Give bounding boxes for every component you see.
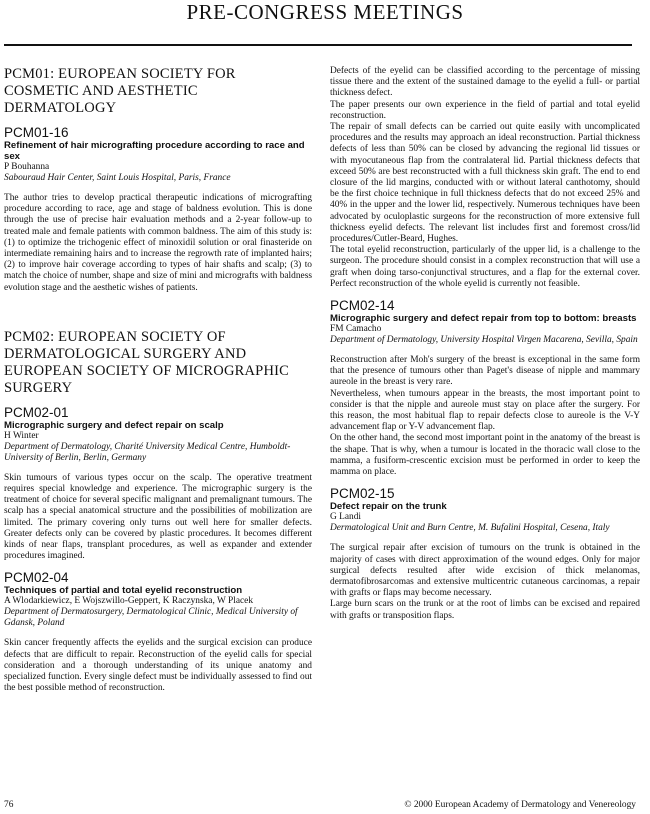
abstract-title: Techniques of partial and total eyelid reconstruction xyxy=(4,585,243,597)
continued-paragraph: The repair of small defects can be carried out quite easily with uncomplicated procedures and the results may approach an ideal reconstruction. Partial thickness defects of less than 50% can be closed by advancing the regional lid tissues or with myocutaneous flap from the contralateral lid. Partial thickness defects that exceed 50% are best reconstructed with a full thickness skin graft. The end to end closure of the lid margins, conducted with or without lateral canthotomy, should be the first choice technique in full thickness defects that do not exceed 25% and 40% in the upper and the lower lid, respectively. Numerous techniques have been advocated by oculoplastic surgeons for the reconstruction of more extensive full thickness eyelid defects. The relevant list includes first and foremost cross/lid procedures/Cutler-Beard, Hughes. xyxy=(330,122,640,245)
abstract-title: Refinement of hair micrografting procedure according to race and sex xyxy=(4,140,305,162)
abstract-affiliation: Dermatological Unit and Burn Centre, M. Bufalini Hospital, Cesena, Italy xyxy=(330,523,610,534)
abstract-code: PCM02-15 xyxy=(330,486,395,502)
abstract-affiliation: Department of Dermatosurgery, Dermatological Clinic, Medical University of Gdansk, Poland xyxy=(4,607,298,629)
abstract-pcm02-04-continued xyxy=(330,66,640,290)
section-heading-pcm02: PCM02: EUROPEAN SOCIETY OF DERMATOLOGICAL SURGERY AND EUROPEAN SOCIETY OF MICROGRAPHIC SURGERY xyxy=(4,328,290,396)
abstract-authors: P Bouhanna xyxy=(4,162,50,172)
page-number: 76 xyxy=(4,800,14,810)
abstract-authors: A Wlodarkiewicz, E Wojszwillo-Geppert, K Raczynska, W Placek xyxy=(4,596,254,607)
right-column xyxy=(330,66,640,622)
abstract-pcm01-16 xyxy=(4,125,312,294)
abstract-authors: G Landi xyxy=(330,512,361,523)
left-column xyxy=(4,66,312,694)
copyright-notice: © 2000 European Academy of Dermatology and Venereology xyxy=(404,800,636,810)
abstract-title: Micrographic surgery and defect repair on scalp xyxy=(4,419,224,431)
abstract-authors: FM Camacho xyxy=(330,324,382,335)
abstract-pcm02-15 xyxy=(330,486,640,621)
abstract-affiliation: Sabouraud Hair Center, Saint Louis Hospital, Paris, France xyxy=(4,173,231,183)
abstract-authors: H Winter xyxy=(4,430,39,441)
abstract-title: Defect repair on the trunk xyxy=(330,501,447,513)
abstract-body: Skin tumours of various types occur on the scalp. The operative treatment requires special knowledge and experience. The micrographic surgery is the treatment of choice for several specific malignant and premalignant tumours. The scalp has a special anatomical structure and the possibilities of mobilization are limited. The primary covering only turns out well here for smaller defects. Greater defects only can be covered by plastic procedures. It becomes different kinds of near flaps, transplant procedures, as well as expander and extender procedures imagined. xyxy=(4,472,312,562)
abstract-code: PCM01-16 xyxy=(4,125,69,140)
continued-paragraph: Defects of the eyelid can be classified according to the percentage of missing tissue there and the extent of the sustained damage to the eyelid a full- or partial thickness defect. xyxy=(330,66,640,99)
abstract-code: PCM02-14 xyxy=(330,298,395,314)
abstract-pcm02-01 xyxy=(4,405,312,563)
abstract-paragraph: On the other hand, the second most important point in the anatomy of the breast is the shape. That is why, when a tumour is located in the thoracic wall close to the mamma, a fusiform-crescentic excision must be performed in order to keep the mamma on place. xyxy=(330,433,640,478)
section-heading-pcm01: PCM01: EUROPEAN SOCIETY FOR COSMETIC AND AESTHETIC DERMATOLOGY xyxy=(4,66,236,116)
abstract-affiliation: Department of Dermatology, University Hospital Virgen Macarena, Sevilla, Spain xyxy=(330,335,638,346)
abstract-body: The author tries to develop practical therapeutic indications of micrografting procedure according to race, age and stage of baldness evolution. This is done through the use of precise hair evaluation methods and a 2-year follow-up to treated male and female patients with common baldness. The aim of this study is: (1) to optimize the trichogenic effect of minoxidil solution or oral finasteride on intermediate remaining hairs and to increase the regrowth rate of implanted hairs; (2) to improve hair coverage according to types of hair shafts and scalp; (3) to match the choice of number, shape and size of mini and micrografts with baldness evolution stage and the aesthetic wishes of patients. xyxy=(4,193,312,293)
continued-paragraph: The paper presents our own experience in the field of partial and total eyelid reconstruction. xyxy=(330,99,640,121)
abstract-paragraph: Large burn scars on the trunk or at the root of limbs can be excised and repaired with grafts or transposition flaps. xyxy=(330,599,640,621)
abstract-title: Micrographic surgery and defect repair from top to bottom: breasts xyxy=(330,313,637,325)
abstract-paragraph: The surgical repair after excision of tumours on the trunk is obtained in the majority of cases with direct approximation of the wound edges. Only for major surgical defects resulted after wide excision of thick melanomas, dermatofibrosarcomas and extensive multicentric cutaneous carcinomas, a repair with grafts or flaps may become necessary. xyxy=(330,543,640,599)
header-rule xyxy=(4,44,632,46)
abstract-paragraph: Nevertheless, when tumours appear in the breasts, the most important point to consider is that the nipple and aureole must stay on place after the surgery. For this reason, the most habitual flap to repair defects close to aureole is the V-Y advancement flap or Y-V advancement flap. xyxy=(330,388,640,433)
abstract-paragraph: Reconstruction after Moh's surgery of the breast is exceptional in the same form that the presence of tumours other than Paget's disease of nipple and mammary aureole in the breast is very rare. xyxy=(330,355,640,388)
page-header: PRE-CONGRESS MEETINGS xyxy=(186,0,464,24)
abstract-pcm02-04 xyxy=(4,570,312,694)
abstract-code: PCM02-04 xyxy=(4,570,69,586)
continued-paragraph: The total eyelid reconstruction, particularly of the upper lid, is a challenge to the surgeon. The procedure should consist in a complex reconstruction that will use a graft when doing tarso-conjunctival structures, and a flap for the external cover. Perfect reconstruction of the whole eyelid is currently not feasible. xyxy=(330,245,640,289)
abstract-code: PCM02-01 xyxy=(4,404,69,420)
abstract-body: Skin cancer frequently affects the eyelids and the surgical excision can produce defects that are difficult to repair. Reconstruction of the eyelid calls for special consideration and a thorough understanding of its unique anatomy and specialized function. Every single defect must be individually assessed to find out the best possible method of reconstruction. xyxy=(4,638,312,694)
abstract-pcm02-14 xyxy=(330,298,640,478)
abstract-affiliation: Department of Dermatology, Charité University Medical Centre, Humboldt-University of Berlin, Berlin, Germany xyxy=(4,441,291,463)
